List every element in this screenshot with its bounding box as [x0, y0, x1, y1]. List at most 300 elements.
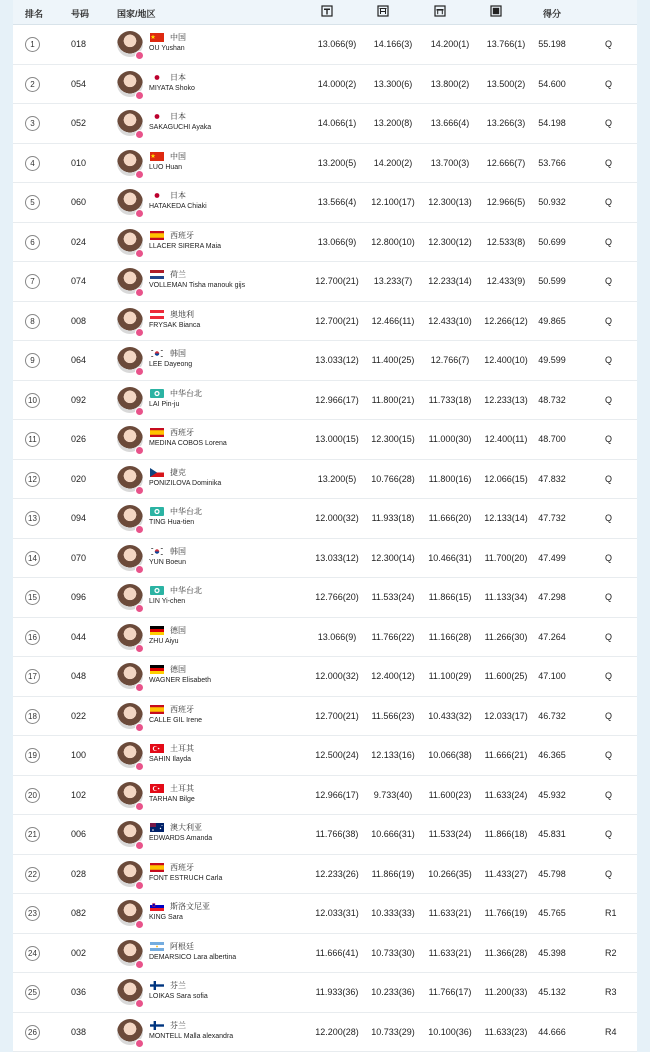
balance-beam-score: 12.300(13) — [415, 197, 485, 207]
floor-exercise-score: 12.066(15) — [471, 474, 541, 484]
profile-badge-icon — [135, 644, 144, 653]
balance-beam-score: 13.666(4) — [415, 118, 485, 128]
floor-exercise-score: 12.400(10) — [471, 355, 541, 365]
table-row[interactable] — [13, 697, 637, 737]
flag-jp-icon — [150, 112, 164, 121]
table-row[interactable] — [13, 618, 637, 658]
floor-exercise-score: 11.633(23) — [471, 1027, 541, 1037]
athlete-name[interactable]: LIN Yi-chen — [149, 598, 185, 605]
balance-beam-score: 11.166(28) — [415, 632, 485, 642]
qualification-status: Q — [605, 355, 612, 365]
floor-exercise-score: 11.666(21) — [471, 750, 541, 760]
total-score: 45.932 — [517, 790, 587, 800]
uneven-bars-score: 12.100(17) — [358, 197, 428, 207]
floor-exercise-score: 12.533(8) — [471, 237, 541, 247]
balance-beam-icon — [434, 5, 446, 17]
flag-tpe-icon — [150, 389, 164, 398]
country-name: 韩国 — [170, 546, 186, 557]
athlete-name[interactable]: SAHIN Ilayda — [149, 756, 191, 763]
uneven-bars-score: 9.733(40) — [358, 790, 428, 800]
balance-beam-score: 11.800(16) — [415, 474, 485, 484]
header-bib: 号码 — [71, 7, 89, 20]
balance-beam-score: 12.300(12) — [415, 237, 485, 247]
table-row[interactable] — [13, 973, 637, 1013]
total-score: 45.831 — [517, 829, 587, 839]
table-row[interactable] — [13, 144, 637, 184]
athlete-name[interactable]: TARHAN Bilge — [149, 796, 195, 803]
uneven-bars-score: 14.200(2) — [358, 158, 428, 168]
country-name: 西班牙 — [170, 862, 194, 873]
balance-beam-score: 11.666(20) — [415, 513, 485, 523]
rank-badge: 15 — [25, 590, 40, 605]
balance-beam-score: 12.233(14) — [415, 276, 485, 286]
bib-number: 036 — [71, 987, 86, 997]
uneven-bars-score: 13.300(6) — [358, 79, 428, 89]
bib-number: 002 — [71, 948, 86, 958]
total-score: 47.100 — [517, 671, 587, 681]
country-name: 澳大利亚 — [170, 822, 202, 833]
athlete-name[interactable]: FONT ESTRUCH Carla — [149, 875, 222, 882]
profile-badge-icon — [135, 130, 144, 139]
country-name: 中华台北 — [170, 388, 202, 399]
table-row[interactable] — [13, 183, 637, 223]
profile-badge-icon — [135, 407, 144, 416]
country-name: 中国 — [170, 32, 186, 43]
balance-beam-score: 11.533(24) — [415, 829, 485, 839]
table-row[interactable] — [13, 104, 637, 144]
flag-es-icon — [150, 428, 164, 437]
floor-exercise-score: 11.266(30) — [471, 632, 541, 642]
athlete-name[interactable]: LOIKAS Sara sofia — [149, 993, 208, 1000]
vault-score: 12.966(17) — [302, 790, 372, 800]
table-row[interactable] — [13, 855, 637, 895]
total-score: 48.732 — [517, 395, 587, 405]
table-row[interactable] — [13, 302, 637, 342]
vault-score: 13.033(12) — [302, 553, 372, 563]
qualification-status: R2 — [605, 948, 617, 958]
qualification-status: Q — [605, 39, 612, 49]
country-name: 德国 — [170, 664, 186, 675]
floor-exercise-score: 13.500(2) — [471, 79, 541, 89]
balance-beam-score: 11.600(23) — [415, 790, 485, 800]
bib-number: 100 — [71, 750, 86, 760]
balance-beam-score: 10.266(35) — [415, 869, 485, 879]
table-row[interactable] — [13, 25, 637, 65]
qualification-status: Q — [605, 237, 612, 247]
vault-score: 12.500(24) — [302, 750, 372, 760]
athlete-name[interactable]: KING Sara — [149, 914, 183, 921]
bib-number: 082 — [71, 908, 86, 918]
rank-badge: 20 — [25, 788, 40, 803]
total-score: 45.765 — [517, 908, 587, 918]
profile-badge-icon — [135, 91, 144, 100]
bib-number: 026 — [71, 434, 86, 444]
flag-tpe-icon — [150, 507, 164, 516]
country-name: 斯洛文尼亚 — [170, 901, 210, 912]
table-row[interactable] — [13, 578, 637, 618]
uneven-bars-score: 11.400(25) — [358, 355, 428, 365]
flag-de-icon — [150, 626, 164, 635]
floor-exercise-score: 12.400(11) — [471, 434, 541, 444]
bib-number: 022 — [71, 711, 86, 721]
rank-badge: 24 — [25, 946, 40, 961]
vault-icon — [321, 5, 333, 17]
profile-badge-icon — [135, 209, 144, 218]
rank-badge: 6 — [25, 235, 40, 250]
country-name: 西班牙 — [170, 427, 194, 438]
floor-exercise-score: 12.033(17) — [471, 711, 541, 721]
athlete-name[interactable]: TING Hua-tien — [149, 519, 194, 526]
floor-exercise-score: 11.766(19) — [471, 908, 541, 918]
uneven-bars-icon — [377, 5, 389, 17]
profile-badge-icon — [135, 249, 144, 258]
rank-badge: 16 — [25, 630, 40, 645]
rank-badge: 1 — [25, 37, 40, 52]
header-rank: 排名 — [25, 7, 43, 20]
floor-exercise-score: 13.266(3) — [471, 118, 541, 128]
bib-number: 018 — [71, 39, 86, 49]
rank-badge: 12 — [25, 472, 40, 487]
uneven-bars-score: 12.300(15) — [358, 434, 428, 444]
vault-score: 13.200(5) — [302, 474, 372, 484]
uneven-bars-score: 11.766(22) — [358, 632, 428, 642]
table-row[interactable] — [13, 460, 637, 500]
total-score: 49.599 — [517, 355, 587, 365]
country-name: 日本 — [170, 111, 186, 122]
athlete-name[interactable]: FRYSAK Bianca — [149, 322, 200, 329]
floor-exercise-score: 13.766(1) — [471, 39, 541, 49]
uneven-bars-score: 10.666(31) — [358, 829, 428, 839]
rank-badge: 13 — [25, 511, 40, 526]
table-row[interactable] — [13, 223, 637, 263]
balance-beam-score: 11.766(17) — [415, 987, 485, 997]
flag-de-icon — [150, 665, 164, 674]
athlete-name[interactable]: MONTELL Malla alexandra — [149, 1033, 233, 1040]
table-row[interactable] — [13, 262, 637, 302]
vault-score: 12.966(17) — [302, 395, 372, 405]
vault-score: 12.233(26) — [302, 869, 372, 879]
flag-fi-icon — [150, 1021, 164, 1030]
vault-score: 12.700(21) — [302, 711, 372, 721]
athlete-name[interactable]: MEDINA COBOS Lorena — [149, 440, 227, 447]
table-row[interactable] — [13, 341, 637, 381]
total-score: 45.398 — [517, 948, 587, 958]
uneven-bars-score: 12.133(16) — [358, 750, 428, 760]
athlete-name[interactable]: PONIZILOVA Dominika — [149, 480, 221, 487]
vault-score: 11.766(38) — [302, 829, 372, 839]
athlete-name[interactable]: ZHU Aiyu — [149, 638, 179, 645]
floor-exercise-icon — [490, 5, 502, 17]
country-name: 奥地利 — [170, 309, 194, 320]
balance-beam-score: 11.100(29) — [415, 671, 485, 681]
header-total: 得分 — [543, 7, 561, 20]
total-score: 47.732 — [517, 513, 587, 523]
rank-badge: 5 — [25, 195, 40, 210]
bib-number: 028 — [71, 869, 86, 879]
total-score: 50.599 — [517, 276, 587, 286]
athlete-name[interactable]: CALLE GIL Irene — [149, 717, 202, 724]
athlete-name[interactable]: SAKAGUCHI Ayaka — [149, 124, 211, 131]
flag-at-icon — [150, 310, 164, 319]
qualification-status: Q — [605, 316, 612, 326]
bib-number: 060 — [71, 197, 86, 207]
total-score: 47.298 — [517, 592, 587, 602]
athlete-name[interactable]: EDWARDS Amanda — [149, 835, 212, 842]
vault-score: 12.000(32) — [302, 671, 372, 681]
total-score: 46.732 — [517, 711, 587, 721]
profile-badge-icon — [135, 841, 144, 850]
athlete-name[interactable]: MIYATA Shoko — [149, 85, 195, 92]
athlete-name[interactable]: YUN Boeun — [149, 559, 186, 566]
athlete-name[interactable]: LUO Huan — [149, 164, 182, 171]
vault-score: 13.566(4) — [302, 197, 372, 207]
vault-score: 13.000(15) — [302, 434, 372, 444]
flag-es-icon — [150, 863, 164, 872]
vault-score: 13.066(9) — [302, 237, 372, 247]
rank-badge: 2 — [25, 77, 40, 92]
bib-number: 010 — [71, 158, 86, 168]
floor-exercise-score: 12.666(7) — [471, 158, 541, 168]
profile-badge-icon — [135, 525, 144, 534]
table-row[interactable] — [13, 1013, 637, 1052]
table-row[interactable] — [13, 499, 637, 539]
athlete-name[interactable]: HATAKEDA Chiaki — [149, 203, 207, 210]
uneven-bars-score: 13.200(8) — [358, 118, 428, 128]
table-row[interactable] — [13, 539, 637, 579]
table-row[interactable] — [13, 381, 637, 421]
country-name: 芬兰 — [170, 1020, 186, 1031]
flag-au-icon — [150, 823, 164, 832]
country-name: 土耳其 — [170, 743, 194, 754]
table-row[interactable] — [13, 934, 637, 974]
uneven-bars-score: 12.800(10) — [358, 237, 428, 247]
bib-number: 096 — [71, 592, 86, 602]
qualification-status: Q — [605, 197, 612, 207]
athlete-name[interactable]: OU Yushan — [149, 45, 185, 52]
uneven-bars-score: 14.166(3) — [358, 39, 428, 49]
qualification-status: Q — [605, 513, 612, 523]
flag-tpe-icon — [150, 586, 164, 595]
total-score: 44.666 — [517, 1027, 587, 1037]
profile-badge-icon — [135, 446, 144, 455]
rank-badge: 22 — [25, 867, 40, 882]
profile-badge-icon — [135, 367, 144, 376]
table-row[interactable] — [13, 894, 637, 934]
country-name: 中国 — [170, 151, 186, 162]
table-row[interactable] — [13, 776, 637, 816]
athlete-name[interactable]: WAGNER Elisabeth — [149, 677, 211, 684]
vault-score: 12.766(20) — [302, 592, 372, 602]
total-score: 47.499 — [517, 553, 587, 563]
country-name: 西班牙 — [170, 230, 194, 241]
flag-tr-icon — [150, 744, 164, 753]
rank-badge: 21 — [25, 827, 40, 842]
flag-nl-icon — [150, 270, 164, 279]
flag-cz-icon — [150, 468, 164, 477]
profile-badge-icon — [135, 723, 144, 732]
table-row[interactable] — [13, 65, 637, 105]
uneven-bars-score: 10.333(33) — [358, 908, 428, 918]
floor-exercise-score: 11.133(34) — [471, 592, 541, 602]
rank-badge: 4 — [25, 156, 40, 171]
uneven-bars-score: 11.533(24) — [358, 592, 428, 602]
total-score: 54.600 — [517, 79, 587, 89]
athlete-name[interactable]: VOLLEMAN Tisha manouk gijs — [149, 282, 245, 289]
uneven-bars-score: 11.866(19) — [358, 869, 428, 879]
country-name: 日本 — [170, 190, 186, 201]
vault-score: 14.000(2) — [302, 79, 372, 89]
bib-number: 092 — [71, 395, 86, 405]
bib-number: 020 — [71, 474, 86, 484]
uneven-bars-score: 12.466(11) — [358, 316, 428, 326]
total-score: 49.865 — [517, 316, 587, 326]
profile-badge-icon — [135, 920, 144, 929]
profile-badge-icon — [135, 565, 144, 574]
qualification-status: Q — [605, 434, 612, 444]
qualification-status: Q — [605, 711, 612, 721]
floor-exercise-score: 11.600(25) — [471, 671, 541, 681]
vault-score: 12.200(28) — [302, 1027, 372, 1037]
floor-exercise-score: 12.266(12) — [471, 316, 541, 326]
profile-badge-icon — [135, 486, 144, 495]
bib-number: 048 — [71, 671, 86, 681]
uneven-bars-score: 10.233(36) — [358, 987, 428, 997]
flag-ar-icon — [150, 942, 164, 951]
country-name: 土耳其 — [170, 783, 194, 794]
balance-beam-score: 11.000(30) — [415, 434, 485, 444]
total-score: 55.198 — [517, 39, 587, 49]
athlete-name[interactable]: DEMARSICO Lara albertina — [149, 954, 236, 961]
balance-beam-score: 13.800(2) — [415, 79, 485, 89]
floor-exercise-score: 12.433(9) — [471, 276, 541, 286]
qualification-status: Q — [605, 592, 612, 602]
total-score: 48.700 — [517, 434, 587, 444]
flag-es-icon — [150, 231, 164, 240]
qualification-status: Q — [605, 632, 612, 642]
qualification-status: R4 — [605, 1027, 617, 1037]
rank-badge: 9 — [25, 353, 40, 368]
table-row[interactable] — [13, 420, 637, 460]
table-body — [13, 25, 637, 1052]
qualification-status: Q — [605, 395, 612, 405]
bib-number: 006 — [71, 829, 86, 839]
bib-number: 024 — [71, 237, 86, 247]
floor-exercise-score: 11.200(33) — [471, 987, 541, 997]
balance-beam-score: 13.700(3) — [415, 158, 485, 168]
floor-exercise-score: 12.966(5) — [471, 197, 541, 207]
total-score: 47.832 — [517, 474, 587, 484]
athlete-name[interactable]: LAI Pin-ju — [149, 401, 179, 408]
total-score: 53.766 — [517, 158, 587, 168]
bib-number: 038 — [71, 1027, 86, 1037]
balance-beam-score: 12.766(7) — [415, 355, 485, 365]
profile-badge-icon — [135, 604, 144, 613]
uneven-bars-score: 13.233(7) — [358, 276, 428, 286]
table-row[interactable] — [13, 657, 637, 697]
rank-badge: 3 — [25, 116, 40, 131]
athlete-name[interactable]: LEE Dayeong — [149, 361, 192, 368]
balance-beam-score: 12.433(10) — [415, 316, 485, 326]
vault-score: 13.200(5) — [302, 158, 372, 168]
uneven-bars-score: 10.733(30) — [358, 948, 428, 958]
vault-score: 11.666(41) — [302, 948, 372, 958]
uneven-bars-score: 11.800(21) — [358, 395, 428, 405]
total-score: 45.132 — [517, 987, 587, 997]
balance-beam-score: 11.866(15) — [415, 592, 485, 602]
balance-beam-score: 11.633(21) — [415, 908, 485, 918]
rank-badge: 26 — [25, 1025, 40, 1040]
flag-kr-icon — [150, 349, 164, 358]
balance-beam-score: 10.466(31) — [415, 553, 485, 563]
table-row[interactable] — [13, 815, 637, 855]
profile-badge-icon — [135, 288, 144, 297]
vault-score: 14.066(1) — [302, 118, 372, 128]
profile-badge-icon — [135, 999, 144, 1008]
flag-jp-icon — [150, 191, 164, 200]
profile-badge-icon — [135, 762, 144, 771]
uneven-bars-score: 12.400(12) — [358, 671, 428, 681]
qualification-status: Q — [605, 79, 612, 89]
flag-tr-icon — [150, 784, 164, 793]
country-name: 中华台北 — [170, 506, 202, 517]
qualification-status: R3 — [605, 987, 617, 997]
floor-exercise-score: 12.233(13) — [471, 395, 541, 405]
qualification-status: Q — [605, 474, 612, 484]
rank-badge: 11 — [25, 432, 40, 447]
bib-number: 044 — [71, 632, 86, 642]
vault-score: 13.033(12) — [302, 355, 372, 365]
uneven-bars-score: 10.766(28) — [358, 474, 428, 484]
profile-badge-icon — [135, 1039, 144, 1048]
profile-badge-icon — [135, 51, 144, 60]
rank-badge: 18 — [25, 709, 40, 724]
vault-score: 12.033(31) — [302, 908, 372, 918]
uneven-bars-score: 11.566(23) — [358, 711, 428, 721]
qualification-status: Q — [605, 750, 612, 760]
balance-beam-score: 10.433(32) — [415, 711, 485, 721]
rank-badge: 25 — [25, 985, 40, 1000]
country-name: 日本 — [170, 72, 186, 83]
vault-score: 12.000(32) — [302, 513, 372, 523]
balance-beam-score: 11.733(18) — [415, 395, 485, 405]
floor-exercise-score: 11.866(18) — [471, 829, 541, 839]
bib-number: 054 — [71, 79, 86, 89]
qualification-status: Q — [605, 869, 612, 879]
floor-exercise-score: 11.700(20) — [471, 553, 541, 563]
total-score: 54.198 — [517, 118, 587, 128]
qualification-status: Q — [605, 118, 612, 128]
country-name: 荷兰 — [170, 269, 186, 280]
table-row[interactable] — [13, 736, 637, 776]
country-name: 芬兰 — [170, 980, 186, 991]
country-name: 中华台北 — [170, 585, 202, 596]
flag-cn-icon — [150, 33, 164, 42]
profile-badge-icon — [135, 802, 144, 811]
country-name: 韩国 — [170, 348, 186, 359]
athlete-name[interactable]: LLACER SIRERA Maia — [149, 243, 221, 250]
qualification-status: Q — [605, 553, 612, 563]
uneven-bars-score: 12.300(14) — [358, 553, 428, 563]
vault-score: 13.066(9) — [302, 632, 372, 642]
country-name: 阿根廷 — [170, 941, 194, 952]
floor-exercise-score: 11.433(27) — [471, 869, 541, 879]
country-name: 德国 — [170, 625, 186, 636]
bib-number: 064 — [71, 355, 86, 365]
bib-number: 094 — [71, 513, 86, 523]
profile-badge-icon — [135, 683, 144, 692]
country-name: 西班牙 — [170, 704, 194, 715]
qualification-status: Q — [605, 158, 612, 168]
